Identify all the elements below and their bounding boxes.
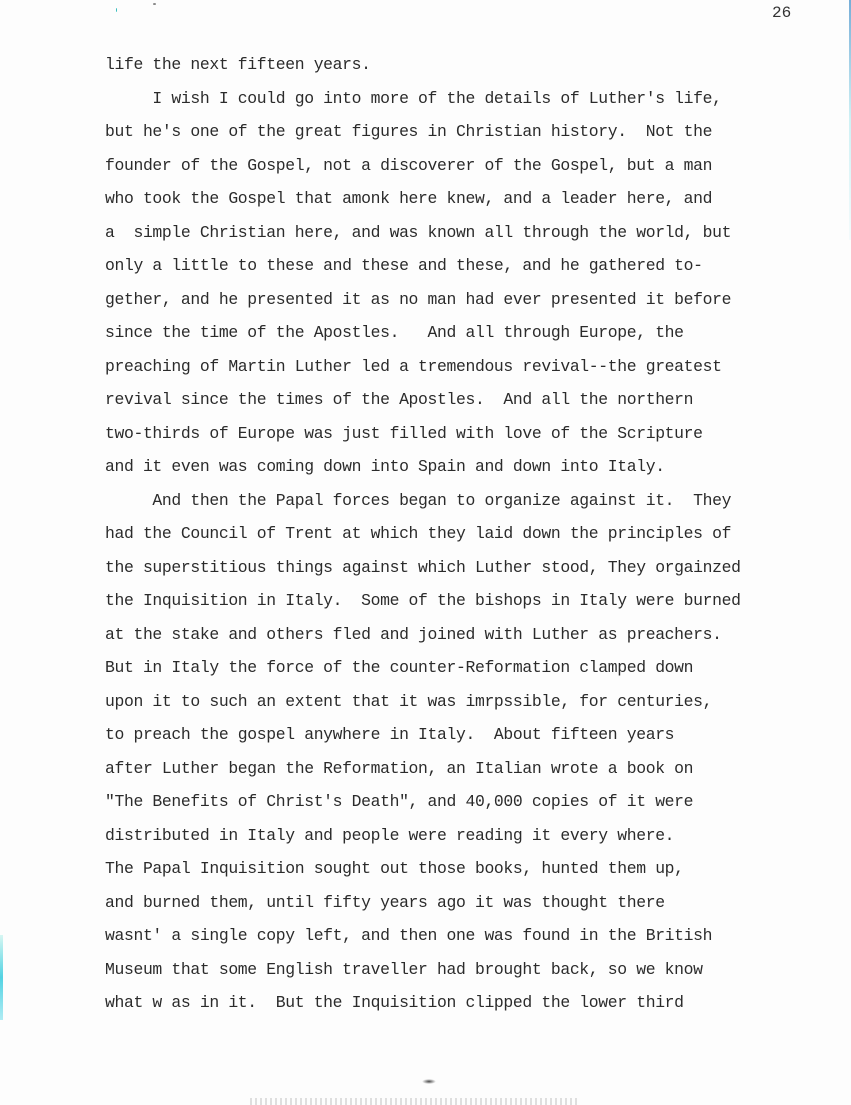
text-line: wasnt' a single copy left, and then one was found in the British <box>105 926 713 945</box>
text-line: life the next fifteen years. <box>105 55 371 74</box>
text-line: the Inquisition in Italy. Some of the bishops in Italy were burned <box>105 591 741 610</box>
text-line: and it even was coming down into Spain and down into Italy. <box>105 457 665 476</box>
text-line: I wish I could go into more of the details of Luther's life, <box>105 88 722 108</box>
text-line: who took the Gospel that amonk here knew, and a leader here, and <box>105 189 713 208</box>
text-line: Museum that some English traveller had brought back, so we know <box>105 959 703 979</box>
text-line: since the time of the Apostles. And all through Europe, the <box>105 323 684 342</box>
text-line: to preach the gospel anywhere in Italy. About fifteen years <box>105 725 675 744</box>
scan-noise <box>250 1098 580 1105</box>
text-line: two-thirds of Europe was just filled with love of the Scripture <box>105 423 703 443</box>
scan-smudge <box>422 1079 436 1084</box>
scan-speck <box>116 8 117 12</box>
scan-edge-artifact <box>0 935 3 1020</box>
page-number: 26 <box>772 4 792 22</box>
text-line: only a little to these and these and these, and he gathered to- <box>105 256 703 275</box>
text-line: had the Council of Trent at which they laid down the principles of <box>105 524 732 543</box>
text-line: The Papal Inquisition sought out those books, hunted them up, <box>105 859 684 878</box>
text-line: and burned them, until fifty years ago it was thought there <box>105 892 665 912</box>
text-line: distributed in Italy and people were reading it every where. <box>105 825 675 845</box>
text-line: And then the Papal forces began to organize against it. They <box>105 490 732 510</box>
text-line: but he's one of the great figures in Christian history. Not the <box>105 122 713 141</box>
text-line: upon it to such an extent that it was imrpssible, for centuries, <box>105 691 713 711</box>
text-line: at the stake and others fled and joined with Luther as preachers. <box>105 624 722 644</box>
text-line: gether, and he presented it as no man had ever presented it before <box>105 289 732 309</box>
text-line: what w as in it. But the Inquisition clipped the lower third <box>105 993 684 1012</box>
text-line: after Luther began the Reformation, an Italian wrote a book on <box>105 758 694 778</box>
text-line: revival since the times of the Apostles. And all the northern <box>105 390 694 409</box>
text-line: "The Benefits of Christ's Death", and 40,000 copies of it were <box>105 792 694 811</box>
text-line: founder of the Gospel, not a discoverer of the Gospel, but a man <box>105 155 713 175</box>
text-line: preaching of Martin Luther led a tremendous revival--the greatest <box>105 356 722 376</box>
text-line: But in Italy the force of the counter-Reformation clamped down <box>105 658 694 677</box>
scan-speck <box>153 3 156 5</box>
text-line: the superstitious things against which Luther stood, They orgainzed <box>105 557 741 577</box>
text-line: a simple Christian here, and was known all through the world, but <box>105 222 732 242</box>
